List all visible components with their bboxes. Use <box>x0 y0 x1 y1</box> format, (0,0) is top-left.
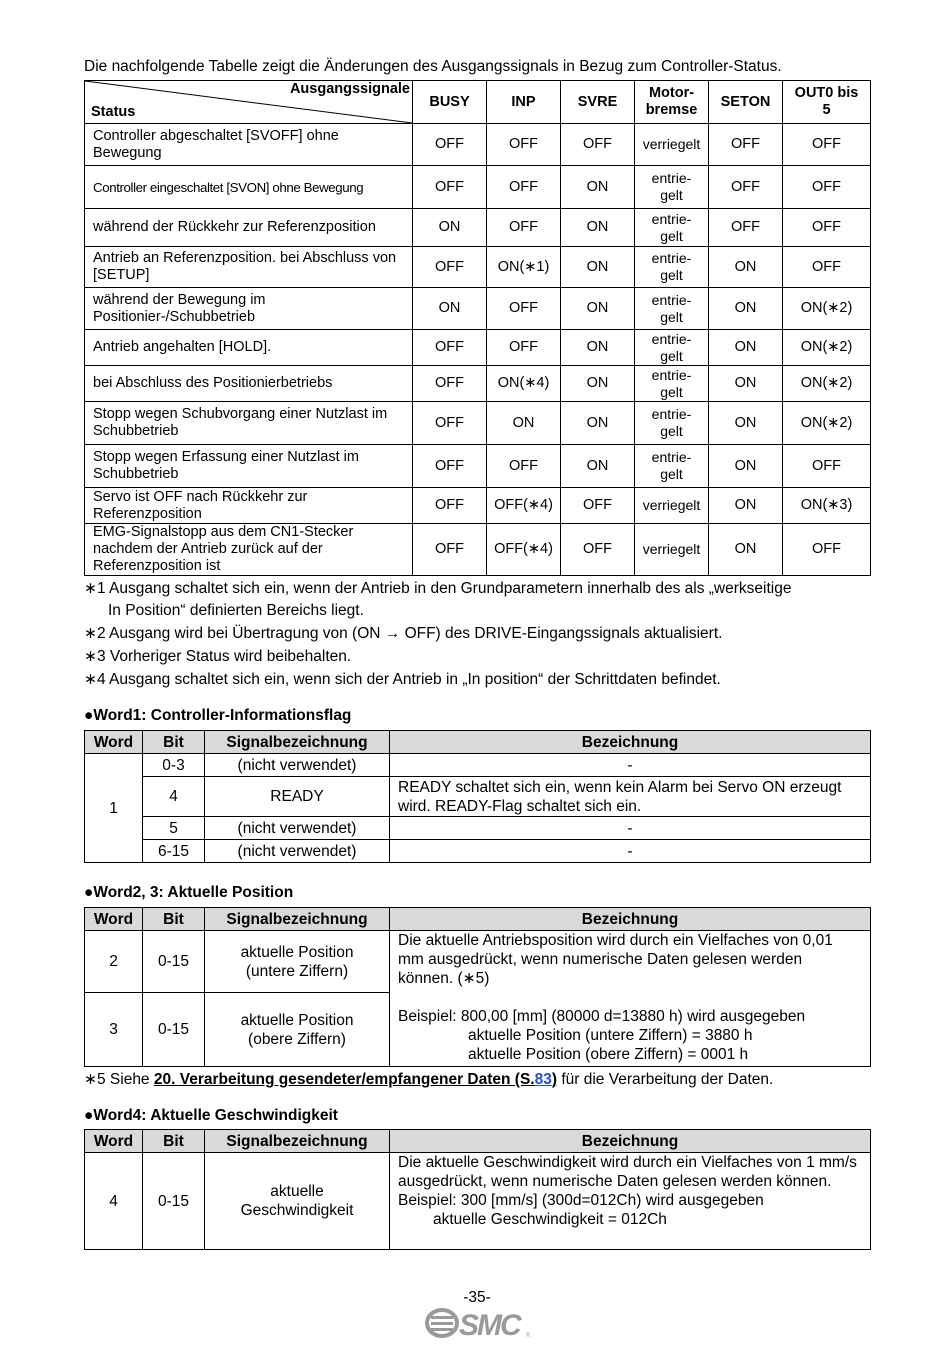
signal-value-cell: ON(∗2) <box>783 402 871 445</box>
signal-value-cell: ON <box>413 209 487 247</box>
signal-value-cell: ON <box>709 402 783 445</box>
signal-value-cell: entrie- gelt <box>635 402 709 445</box>
signal-value-cell: ON(∗2) <box>783 366 871 402</box>
th-word: Word <box>85 1130 143 1153</box>
signal-cell: (nicht verwendet) <box>205 817 390 840</box>
signal-value-cell: ON <box>561 166 635 209</box>
signal-value-cell: ON(∗2) <box>783 288 871 330</box>
desc-text: Die aktuelle Geschwindigkeit wird durch ein Vielfaches von 1 mm/s ausgedrückt, wenn numerische Daten gelesen werden können. <box>398 1154 857 1190</box>
status-cell: Controller abgeschaltet [SVOFF] ohne Bewegung <box>85 124 413 166</box>
status-row <box>85 330 871 366</box>
table-row <box>85 1153 871 1250</box>
status-table-header <box>85 81 871 124</box>
signal-value-cell: ON <box>709 445 783 488</box>
signal-value-cell: OFF(∗4) <box>487 524 561 576</box>
col-header: OUT0 bis 5 <box>783 81 871 124</box>
status-cell: Controller eingeschaltet [SVON] ohne Bewegung <box>85 166 413 209</box>
status-row <box>85 124 871 166</box>
status-row <box>85 209 871 247</box>
status-cell: während der Rückkehr zur Referenzposition <box>85 209 413 247</box>
signal-value-cell: ON <box>413 288 487 330</box>
signal-value-cell: OFF <box>709 124 783 166</box>
signal-value-cell: OFF <box>413 488 487 524</box>
signal-cell: (nicht verwendet) <box>205 754 390 777</box>
status-row <box>85 247 871 288</box>
bit-cell: 0-15 <box>143 1153 205 1250</box>
signal-value-cell: ON <box>561 402 635 445</box>
signal-cell: (nicht verwendet) <box>205 840 390 863</box>
status-row <box>85 445 871 488</box>
page-number: -35- <box>463 1289 491 1306</box>
desc-cell: - <box>390 840 871 863</box>
signal-value-cell: ON <box>561 288 635 330</box>
footnote-1-cont <box>84 600 364 622</box>
svg-text:®: ® <box>526 1333 530 1339</box>
signal-value-cell: verriegelt <box>635 488 709 524</box>
signal-value-cell: OFF <box>413 166 487 209</box>
status-cell: Antrieb angehalten [HOLD]. <box>85 330 413 366</box>
desc-text: Die aktuelle Antriebsposition wird durch ein Vielfaches von 0,01 mm ausgedrückt, wenn numerische Daten gelesen werden können. (∗5) <box>398 932 833 987</box>
desc-example-value: aktuelle Geschwindigkeit = 012Ch <box>433 1211 667 1228</box>
signal-value-cell: ON(∗2) <box>783 330 871 366</box>
signal-value-cell: OFF <box>709 166 783 209</box>
signal-value-cell: OFF <box>487 124 561 166</box>
signal-value-cell: OFF <box>413 247 487 288</box>
signal-value-cell: OFF <box>487 445 561 488</box>
desc-cell: - <box>390 754 871 777</box>
word-cell: 2 <box>85 931 143 993</box>
status-cell: Antrieb an Referenzposition. bei Abschluss von [SETUP] <box>85 247 413 288</box>
desc-cell <box>390 1153 871 1250</box>
th-signal: Signalbezeichnung <box>205 1130 390 1153</box>
signal-value-cell: OFF <box>709 209 783 247</box>
bit-cell: 0-15 <box>143 931 205 993</box>
col-header: BUSY <box>413 81 487 124</box>
signal-value-cell: entrie- gelt <box>635 288 709 330</box>
status-row <box>85 488 871 524</box>
signal-value-cell: ON <box>561 247 635 288</box>
signal-value-cell: verriegelt <box>635 524 709 576</box>
header-status: Status <box>91 104 136 120</box>
footnote-1-cont-text: In Position“ definierten Bereichs liegt. <box>108 602 364 619</box>
col-header: Motor- bremse <box>635 81 709 124</box>
status-cell: während der Bewegung im Positionier-/Schubbetrieb <box>85 288 413 330</box>
col-header: SVRE <box>561 81 635 124</box>
status-cell: Stopp wegen Schubvorgang einer Nutzlast im Schubbetrieb <box>85 402 413 445</box>
status-cell: bei Abschluss des Positionierbetriebs <box>85 366 413 402</box>
desc-example-lower: aktuelle Position (untere Ziffern) = 3880 h <box>468 1027 753 1044</box>
desc-cell: - <box>390 817 871 840</box>
bit-cell: 0-15 <box>143 993 205 1067</box>
table-row <box>85 931 871 993</box>
signal-value-cell: ON <box>709 330 783 366</box>
word4-table <box>84 1129 871 1250</box>
bit-cell: 0-3 <box>143 754 205 777</box>
th-bit: Bit <box>143 731 205 754</box>
signal-value-cell: OFF <box>783 247 871 288</box>
header-output-signals: Ausgangssignale <box>289 81 410 97</box>
signal-value-cell: OFF <box>413 402 487 445</box>
signal-value-cell: OFF <box>783 524 871 576</box>
desc-example-upper: aktuelle Position (obere Ziffern) = 0001 h <box>468 1046 749 1063</box>
signal-cell: READY <box>205 777 390 817</box>
signal-value-cell: OFF(∗4) <box>487 488 561 524</box>
section-title-word4: ●Word4: Aktuelle Geschwindigkeit <box>84 1107 338 1124</box>
th-word: Word <box>85 908 143 931</box>
page-link[interactable]: 83 <box>534 1071 552 1088</box>
col-header: SETON <box>709 81 783 124</box>
footnote-4: ∗4 Ausgang schaltet sich ein, wenn sich der Antrieb in „In position“ der Schrittdaten befindet. <box>84 671 721 688</box>
signal-value-cell: OFF <box>413 524 487 576</box>
desc-example: Beispiel: 800,00 [mm] (80000 d=13880 h) wird ausgegeben <box>398 1008 806 1025</box>
see-note <box>84 1070 773 1089</box>
th-bit: Bit <box>143 1130 205 1153</box>
status-row <box>85 166 871 209</box>
status-row <box>85 288 871 330</box>
signal-cell: aktuelle Geschwindigkeit <box>205 1153 390 1250</box>
signal-value-cell: OFF <box>783 124 871 166</box>
section-link[interactable]: 20. Verarbeitung gesendeter/empfangener Daten (S. <box>153 1071 535 1088</box>
th-desc: Bezeichnung <box>390 908 871 931</box>
signal-value-cell: OFF <box>783 166 871 209</box>
signal-value-cell: ON <box>709 288 783 330</box>
signal-value-cell: OFF <box>561 124 635 166</box>
signal-value-cell: OFF <box>561 488 635 524</box>
section-title-word1: ●Word1: Controller-Informationsflag <box>84 707 352 724</box>
th-signal: Signalbezeichnung <box>205 731 390 754</box>
desc-example: Beispiel: 300 [mm/s] (300d=012Ch) wird ausgegeben <box>398 1192 764 1209</box>
signal-value-cell: ON <box>561 209 635 247</box>
signal-value-cell: ON(∗4) <box>487 366 561 402</box>
table-header-row <box>85 1130 871 1153</box>
table-row <box>85 840 871 863</box>
th-word: Word <box>85 731 143 754</box>
status-row <box>85 524 871 576</box>
footnote-2: ∗2 Ausgang wird bei Übertragung von (ON → OFF) des DRIVE-Eingangssignals aktualisiert. <box>84 625 723 642</box>
see-suffix: für die Verarbeitung der Daten. <box>557 1071 774 1088</box>
footnote-3: ∗3 Vorheriger Status wird beibehalten. <box>84 648 352 665</box>
signal-value-cell: entrie- gelt <box>635 445 709 488</box>
signal-value-cell: ON <box>561 366 635 402</box>
signal-value-cell: ON <box>709 366 783 402</box>
th-bit: Bit <box>143 908 205 931</box>
signal-cell: aktuelle Position (obere Ziffern) <box>205 993 390 1067</box>
status-row <box>85 402 871 445</box>
status-cell: Stopp wegen Erfassung einer Nutzlast im Schubbetrieb <box>85 445 413 488</box>
desc-cell: READY schaltet sich ein, wenn kein Alarm bei Servo ON erzeugt wird. READY-Flag schaltet sich ein. <box>390 777 871 817</box>
table-header-row <box>85 908 871 931</box>
desc-cell <box>390 931 871 1067</box>
signal-value-cell: verriegelt <box>635 124 709 166</box>
status-table <box>84 80 871 576</box>
signal-value-cell: OFF <box>487 330 561 366</box>
bit-cell: 5 <box>143 817 205 840</box>
see-prefix: ∗5 Siehe <box>84 1071 154 1088</box>
signal-value-cell: OFF <box>413 366 487 402</box>
status-row <box>85 366 871 402</box>
table-row <box>85 754 871 777</box>
bit-cell: 6-15 <box>143 840 205 863</box>
word23-table <box>84 907 871 1067</box>
table-header-row <box>85 731 871 754</box>
signal-value-cell: ON <box>709 524 783 576</box>
th-signal: Signalbezeichnung <box>205 908 390 931</box>
footnote-1: ∗1 Ausgang schaltet sich ein, wenn der Antrieb in den Grundparametern innerhalb des als „werkseitige <box>84 580 792 597</box>
th-desc: Bezeichnung <box>390 731 871 754</box>
section-link-close: ) <box>551 1071 558 1088</box>
signal-value-cell: OFF <box>561 524 635 576</box>
signal-value-cell: OFF <box>487 166 561 209</box>
signal-value-cell: OFF <box>487 209 561 247</box>
signal-value-cell: OFF <box>413 330 487 366</box>
table-row <box>85 777 871 817</box>
th-desc: Bezeichnung <box>390 1130 871 1153</box>
table-row <box>85 817 871 840</box>
signal-value-cell: entrie- gelt <box>635 330 709 366</box>
smc-logo <box>425 1305 530 1341</box>
signal-value-cell: ON(∗3) <box>783 488 871 524</box>
signal-value-cell: OFF <box>487 288 561 330</box>
signal-value-cell: ON <box>709 247 783 288</box>
section-title-word23: ●Word2, 3: Aktuelle Position <box>84 884 294 901</box>
intro-text: Die nachfolgende Tabelle zeigt die Änderungen des Ausgangssignals in Bezug zum Controller-Status. <box>84 58 782 75</box>
word-cell: 4 <box>85 1153 143 1250</box>
word-cell: 1 <box>85 754 143 863</box>
word1-table <box>84 730 871 863</box>
signal-value-cell: OFF <box>413 445 487 488</box>
bit-cell: 4 <box>143 777 205 817</box>
signal-value-cell: ON(∗1) <box>487 247 561 288</box>
signal-value-cell: entrie- gelt <box>635 366 709 402</box>
status-cell: EMG-Signalstopp aus dem CN1-Stecker nachdem der Antrieb zurück auf der Referenzposition ist <box>85 524 413 576</box>
logo-text: SMC <box>459 1309 520 1341</box>
signal-value-cell: entrie- gelt <box>635 166 709 209</box>
signal-value-cell: ON <box>709 488 783 524</box>
signal-value-cell: ON <box>487 402 561 445</box>
signal-value-cell: OFF <box>783 209 871 247</box>
col-header: INP <box>487 81 561 124</box>
signal-value-cell: entrie- gelt <box>635 209 709 247</box>
diagonal-header-cell <box>85 81 413 124</box>
signal-value-cell: OFF <box>413 124 487 166</box>
word-cell: 3 <box>85 993 143 1067</box>
signal-value-cell: ON <box>561 445 635 488</box>
signal-value-cell: ON <box>561 330 635 366</box>
signal-value-cell: OFF <box>783 445 871 488</box>
status-cell: Servo ist OFF nach Rückkehr zur Referenzposition <box>85 488 413 524</box>
signal-cell: aktuelle Position (untere Ziffern) <box>205 931 390 993</box>
signal-value-cell: entrie- gelt <box>635 247 709 288</box>
